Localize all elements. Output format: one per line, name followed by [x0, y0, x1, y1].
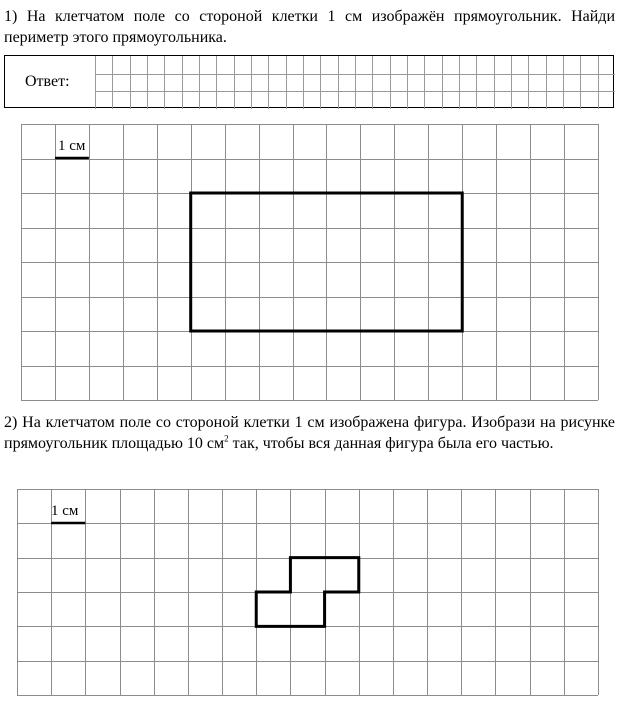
task1-number: 1) — [4, 8, 18, 25]
task2-superscript: 2 — [224, 433, 229, 444]
task1-text — [4, 6, 615, 48]
scale-label-task1: 1 см — [58, 138, 86, 154]
grid-task2 — [17, 489, 598, 695]
task2-body-end: так, чтобы вся данная фигура была его частью. — [228, 435, 554, 452]
task1-body: На клетчатом поле со стороной клетки 1 см изображён прямоугольник. Найди периметр этого прямоугольника. — [4, 8, 616, 46]
scale-label-task2: 1 см — [51, 503, 79, 519]
task2-number: 2) — [4, 414, 18, 431]
answer-box — [4, 55, 614, 108]
answer-cells[interactable] — [95, 56, 615, 109]
task2-text — [4, 412, 615, 454]
answer-label: Ответ: — [25, 73, 70, 90]
grid-task1 — [21, 124, 598, 400]
task2-body: На клетчатом поле со стороной клетки 1 см изображена фигура. Изобрази на рисунке прямоугольник площадью 10 см — [4, 414, 615, 452]
